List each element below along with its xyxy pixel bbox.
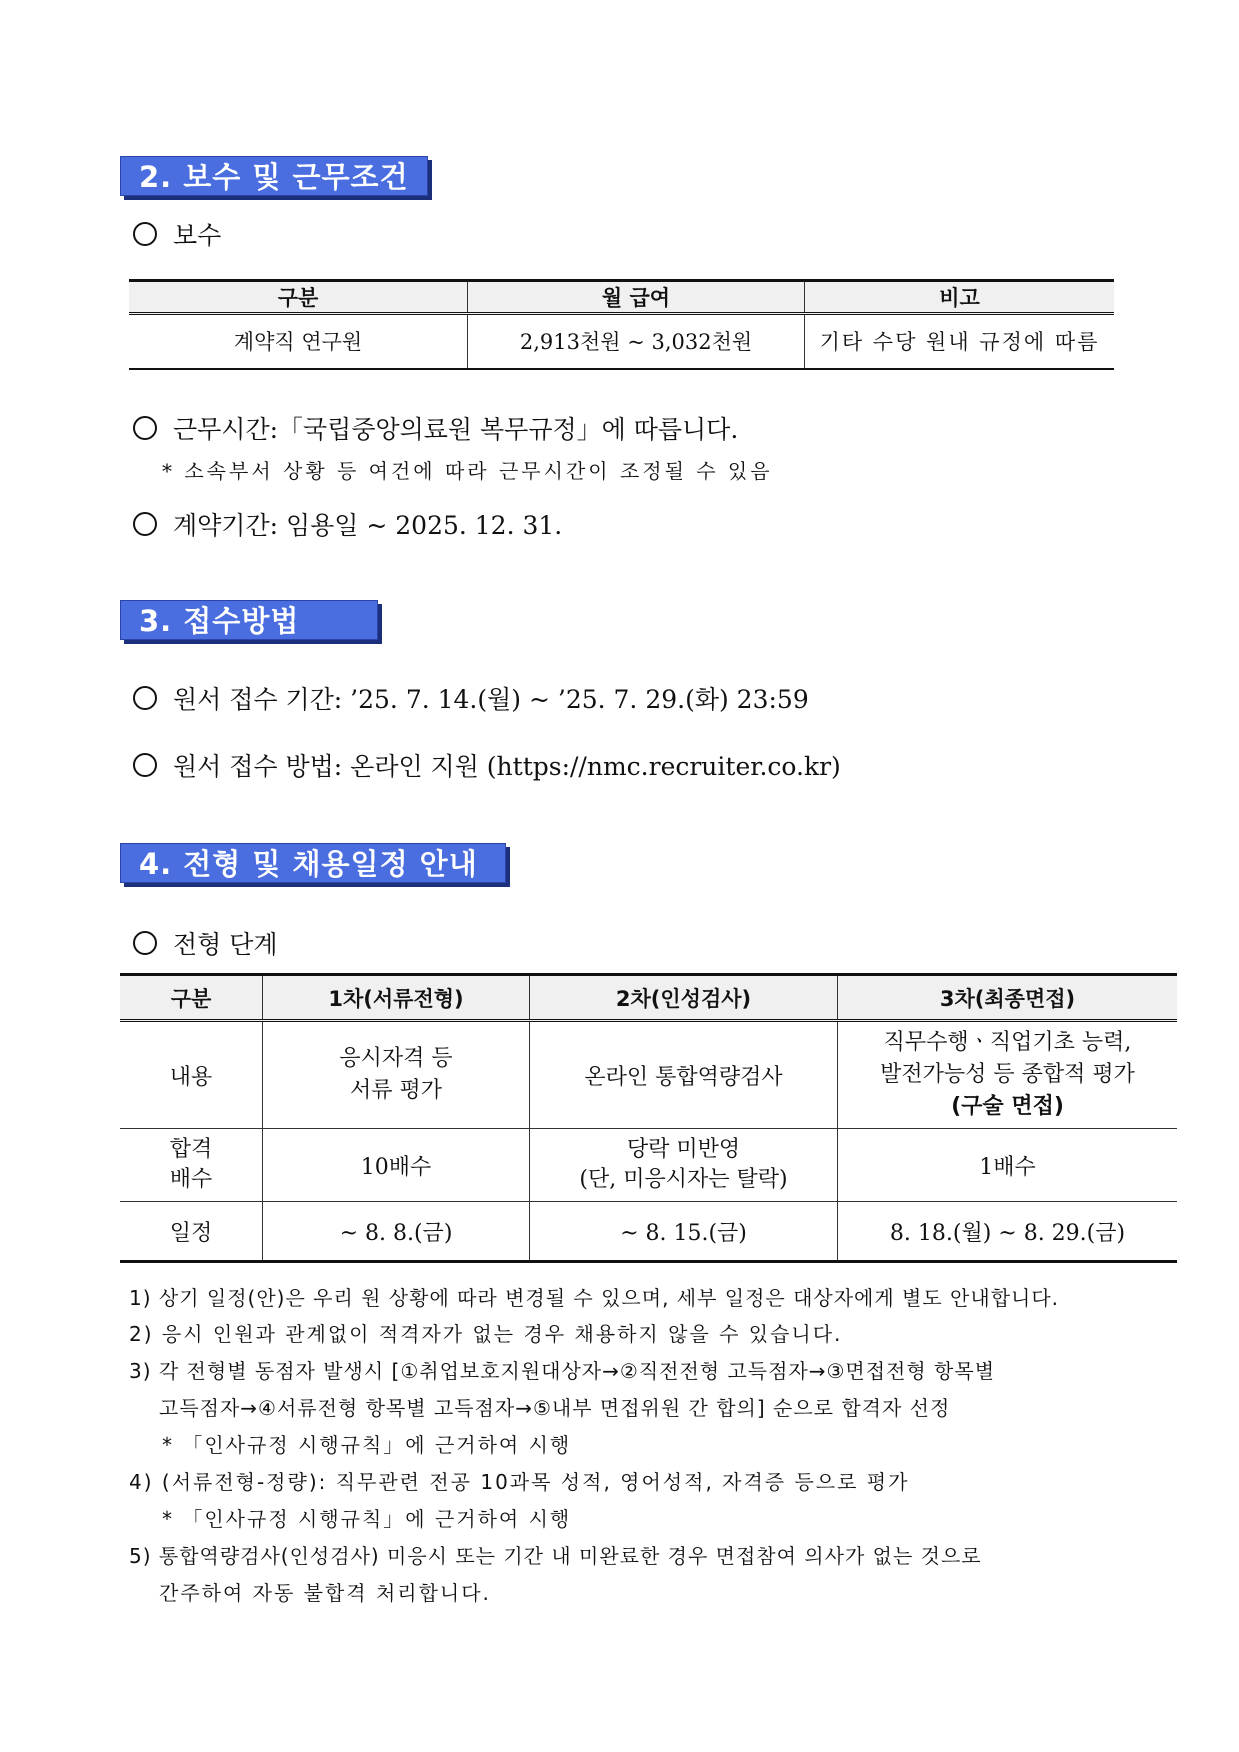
note-3-line1: 3) 각 전형별 동점자 발생시 [①취업보호지원대상자→②직전전형 고득점자→③면접전형 항목별 [129, 1359, 996, 1383]
section-4-title: 4. 전형 및 채용일정 안내 [120, 843, 506, 883]
row-ratio-label-line2: 배수 [169, 1167, 213, 1192]
apply-method [133, 747, 841, 783]
ratio-stage-2-line1: 당락 미반영 [626, 1137, 741, 1162]
section-3-title: 3. 접수방법 [120, 600, 378, 640]
row-ratio-label-line1: 합격 [169, 1137, 213, 1162]
row-schedule-label: 일정 [120, 1202, 263, 1262]
note-2: 2) 응시 인원과 관계없이 적격자가 없는 경우 채용하지 않을 수 있습니다. [129, 1322, 843, 1346]
content-stage-1 [263, 1021, 530, 1129]
contract-period [133, 506, 562, 542]
stage-header-2: 2차(인성검사) [530, 975, 838, 1021]
pay-cell-remark: 기타 수당 원내 규정에 따름 [819, 330, 1100, 355]
content-stage-3-line1: 직무수행ㆍ직업기초 능력, [883, 1030, 1132, 1055]
stage-header-category: 구분 [120, 975, 263, 1021]
work-hours-note: * 소속부서 상황 등 여건에 따라 근무시간이 조정될 수 있음 [162, 459, 773, 483]
ratio-stage-1: 10배수 [263, 1129, 530, 1202]
content-stage-1-line2: 서류 평가 [349, 1078, 442, 1103]
circle-bullet-icon [133, 416, 157, 440]
row-ratio-label [120, 1129, 263, 1202]
work-hours-text: 근무시간:「국립중앙의료원 복무규정」에 따릅니다. [173, 415, 739, 444]
content-stage-2: 온라인 통합역량검사 [530, 1021, 838, 1129]
note-4: 4) (서류전형-정량): 직무관련 전공 10과목 성적, 영어성적, 자격증 등으로 평가 [129, 1470, 910, 1494]
apply-period [133, 680, 809, 716]
pay-label-text: 보수 [173, 221, 222, 250]
apply-method-text: 원서 접수 방법: 온라인 지원 (https://nmc.recruiter.co.kr) [173, 752, 841, 781]
schedule-stage-2: ~ 8. 15.(금) [530, 1202, 838, 1262]
stage-label-text: 전형 단계 [173, 930, 278, 959]
pay-table [129, 279, 1114, 370]
row-content-label: 내용 [120, 1021, 263, 1129]
pay-cell-position: 계약직 연구원 [129, 314, 468, 369]
ratio-stage-2-line2: (단, 미응시자는 탈락) [579, 1167, 788, 1192]
circle-bullet-icon [133, 753, 157, 777]
circle-bullet-icon [133, 686, 157, 710]
note-3-sub: * 「인사규정 시행규칙」에 근거하여 시행 [162, 1433, 572, 1457]
content-stage-3 [838, 1021, 1178, 1129]
schedule-stage-1: ~ 8. 8.(금) [263, 1202, 530, 1262]
pay-header-category: 구분 [129, 281, 468, 314]
stage-header-3: 3차(최종면접) [939, 986, 1076, 1011]
ratio-stage-3: 1배수 [979, 1154, 1036, 1180]
stage-header-1: 1차(서류전형) [263, 975, 530, 1021]
circle-bullet-icon [133, 222, 157, 246]
content-stage-1-line1: 응시자격 등 [339, 1046, 453, 1071]
content-stage-3-line2: 발전가능성 등 종합적 평가 [880, 1062, 1135, 1087]
schedule-stage-3: 8. 18.(월) ~ 8. 29.(금) [889, 1220, 1126, 1246]
work-hours [133, 410, 738, 446]
circle-bullet-icon [133, 512, 157, 536]
note-5-line2: 간주하여 자동 불합격 처리합니다. [159, 1581, 491, 1605]
note-5-line1: 5) 통합역량검사(인성검사) 미응시 또는 기간 내 미완료한 경우 면접참여 의사가 없는 것으로 [129, 1544, 982, 1568]
pay-header-salary: 월 급여 [468, 281, 805, 314]
contract-period-text: 계약기간: 임용일 ~ 2025. 12. 31. [173, 511, 563, 540]
ratio-stage-2 [530, 1129, 838, 1202]
apply-period-text: 원서 접수 기간: ’25. 7. 14.(월) ~ ’25. 7. 29.(화) 23:59 [173, 685, 809, 714]
note-1: 1) 상기 일정(안)은 우리 원 상황에 따라 변경될 수 있으며, 세부 일정은 대상자에게 별도 안내합니다. [129, 1286, 1060, 1310]
note-3-line2: 고득점자→④서류전형 항목별 고득점자→⑤내부 면접위원 간 합의] 순으로 합격자 선정 [159, 1396, 951, 1420]
pay-header-remark: 비고 [939, 286, 980, 310]
selection-table [120, 973, 1177, 1263]
pay-label [133, 216, 221, 252]
note-4-sub: * 「인사규정 시행규칙」에 근거하여 시행 [162, 1507, 572, 1531]
section-2-title: 2. 보수 및 근무조건 [120, 156, 428, 196]
pay-cell-salary: 2,913천원 ~ 3,032천원 [468, 314, 805, 369]
stage-label [133, 925, 278, 961]
circle-bullet-icon [133, 931, 157, 955]
content-stage-3-line3: (구술 면접) [951, 1094, 1064, 1119]
